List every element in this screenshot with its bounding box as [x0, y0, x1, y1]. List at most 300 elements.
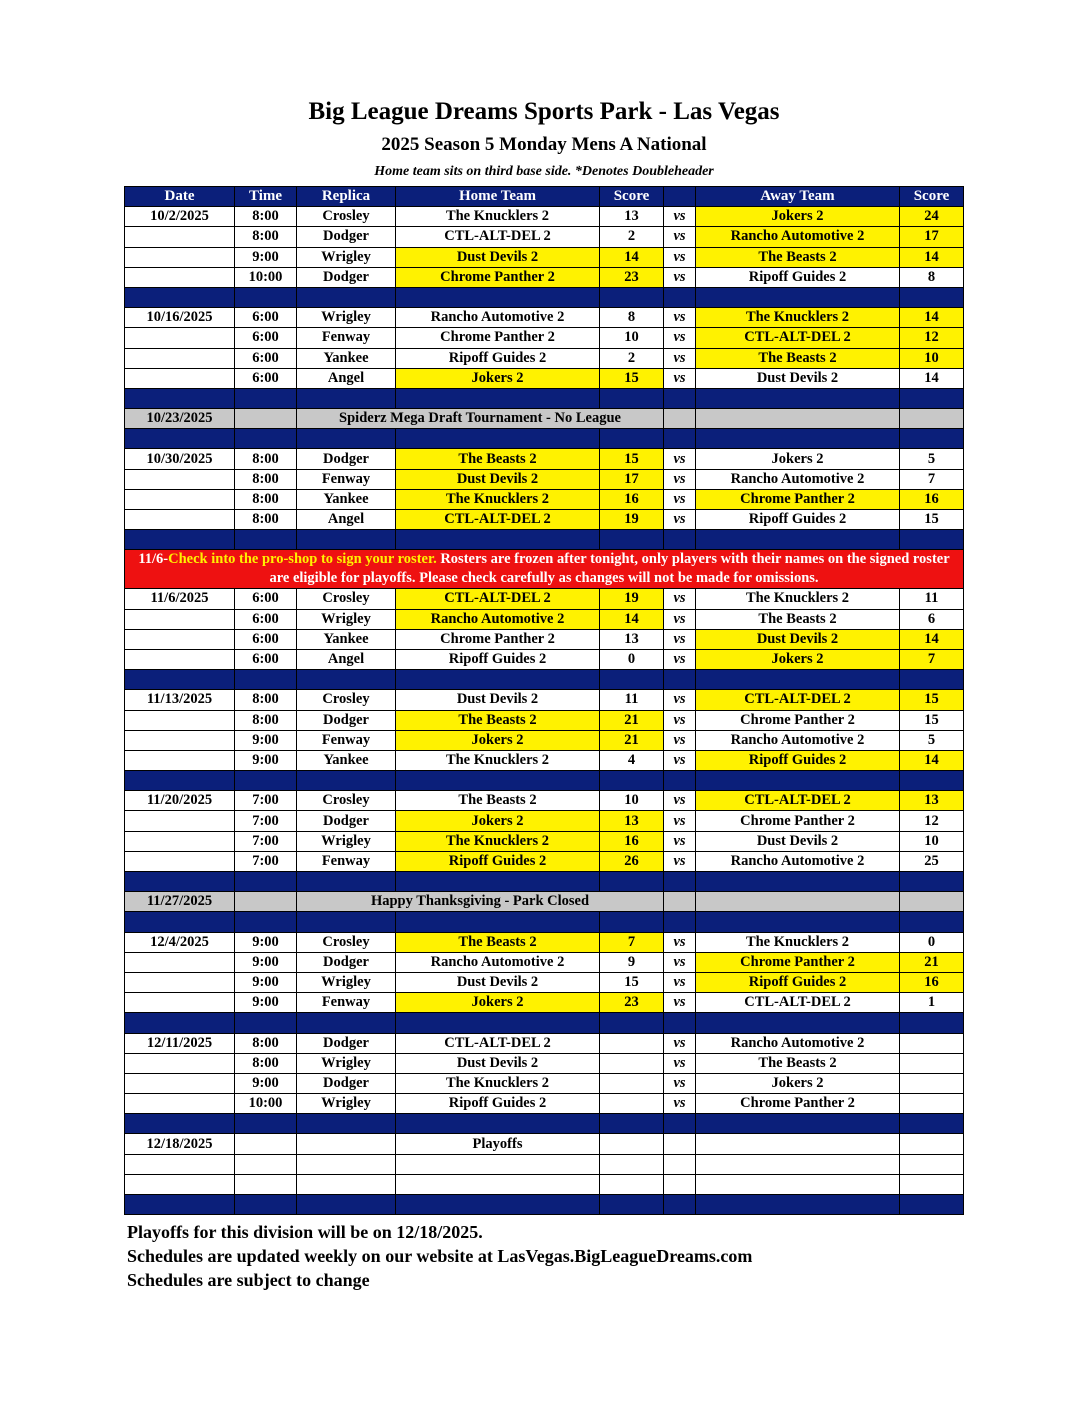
page-title: Big League Dreams Sports Park - Las Vegas	[308, 98, 780, 125]
separator-cell	[900, 388, 964, 408]
game-row	[125, 952, 964, 972]
home-score	[600, 1073, 664, 1093]
home-score: 23	[600, 993, 664, 1013]
event-date: 10/23/2025	[125, 409, 235, 429]
away-score: 8	[900, 267, 964, 287]
vs-label: vs	[664, 510, 696, 530]
schedule-body	[125, 207, 964, 1215]
vs-label: vs	[664, 831, 696, 851]
separator-cell	[125, 429, 235, 449]
away-score	[900, 1033, 964, 1053]
empty-cell	[664, 1154, 696, 1174]
away-score: 12	[900, 811, 964, 831]
game-time: 8:00	[235, 207, 297, 227]
away-team: The Beasts 2	[696, 1053, 900, 1073]
footer-website-note: Schedules are updated weekly on our website at LasVegas.BigLeagueDreams.com	[127, 1246, 753, 1266]
home-score: 14	[600, 609, 664, 629]
notice-text: Rosters are frozen after tonight, only players with their names on the signed roster are eligible for playoffs. Please check carefully as changes will not be made for omissions.	[269, 551, 950, 587]
away-team: Rancho Automotive 2	[696, 851, 900, 871]
away-score	[900, 1073, 964, 1093]
separator-cell	[696, 1114, 900, 1134]
away-score: 13	[900, 791, 964, 811]
game-date: 12/4/2025	[125, 932, 235, 952]
home-score	[600, 1053, 664, 1073]
game-row	[125, 328, 964, 348]
separator-cell	[696, 872, 900, 892]
game-field: Wrigley	[297, 1053, 396, 1073]
separator-cell	[664, 429, 696, 449]
event-row	[125, 409, 964, 429]
away-score	[900, 1094, 964, 1114]
home-team: Dust Devils 2	[396, 972, 600, 992]
separator-cell	[396, 771, 600, 791]
event-empty	[900, 892, 964, 912]
game-row	[125, 449, 964, 469]
notice-highlight: Check into the pro-shop to sign your roster.	[168, 551, 437, 568]
game-time: 9:00	[235, 993, 297, 1013]
separator-cell	[297, 388, 396, 408]
home-team: Jokers 2	[396, 730, 600, 750]
separator-cell	[664, 388, 696, 408]
home-team: Jokers 2	[396, 368, 600, 388]
separator-cell	[235, 912, 297, 932]
separator-cell	[125, 670, 235, 690]
playoff-row	[125, 1134, 964, 1154]
home-score: 2	[600, 227, 664, 247]
away-score: 25	[900, 851, 964, 871]
empty-cell	[297, 1134, 396, 1154]
away-team: Dust Devils 2	[696, 368, 900, 388]
separator-cell	[235, 530, 297, 550]
game-time: 9:00	[235, 730, 297, 750]
separator-cell	[900, 287, 964, 307]
game-row	[125, 308, 964, 328]
away-score: 16	[900, 489, 964, 509]
home-score: 10	[600, 791, 664, 811]
separator-cell	[297, 530, 396, 550]
game-field: Wrigley	[297, 247, 396, 267]
game-field: Angel	[297, 510, 396, 530]
game-date	[125, 952, 235, 972]
game-row	[125, 267, 964, 287]
away-score	[900, 1053, 964, 1073]
empty-cell	[664, 1134, 696, 1154]
game-field: Dodger	[297, 1073, 396, 1093]
event-row	[125, 892, 964, 912]
game-field: Crosley	[297, 791, 396, 811]
game-row	[125, 1094, 964, 1114]
game-field: Yankee	[297, 629, 396, 649]
home-score: 16	[600, 831, 664, 851]
game-field: Angel	[297, 368, 396, 388]
game-field: Fenway	[297, 730, 396, 750]
blank-row	[125, 1174, 964, 1194]
game-time: 10:00	[235, 1094, 297, 1114]
game-time: 8:00	[235, 489, 297, 509]
game-row	[125, 489, 964, 509]
home-score: 14	[600, 247, 664, 267]
game-date: 12/11/2025	[125, 1033, 235, 1053]
game-field: Dodger	[297, 710, 396, 730]
home-score: 21	[600, 710, 664, 730]
game-date: 11/20/2025	[125, 791, 235, 811]
game-row	[125, 510, 964, 530]
separator-cell	[600, 771, 664, 791]
empty-cell	[297, 1174, 396, 1194]
game-field: Yankee	[297, 489, 396, 509]
week-separator-row	[125, 1114, 964, 1134]
home-team: CTL-ALT-DEL 2	[396, 227, 600, 247]
page-subtitle: 2025 Season 5 Monday Mens A National	[381, 134, 707, 155]
separator-cell	[396, 388, 600, 408]
away-team: Jokers 2	[696, 449, 900, 469]
vs-label: vs	[664, 227, 696, 247]
separator-cell	[235, 1013, 297, 1033]
home-team: The Knucklers 2	[396, 489, 600, 509]
home-team: Rancho Automotive 2	[396, 609, 600, 629]
game-time: 10:00	[235, 267, 297, 287]
separator-cell	[900, 872, 964, 892]
separator-cell	[600, 530, 664, 550]
home-team: Ripoff Guides 2	[396, 1094, 600, 1114]
empty-cell	[396, 1174, 600, 1194]
week-separator-row	[125, 429, 964, 449]
separator-cell	[696, 1013, 900, 1033]
empty-cell	[900, 1134, 964, 1154]
game-row	[125, 690, 964, 710]
separator-cell	[125, 388, 235, 408]
week-separator-row	[125, 912, 964, 932]
game-field: Crosley	[297, 932, 396, 952]
week-separator-row	[125, 287, 964, 307]
home-team: Chrome Panther 2	[396, 328, 600, 348]
home-score: 13	[600, 207, 664, 227]
game-date	[125, 649, 235, 669]
game-date	[125, 972, 235, 992]
col-home-score: Score	[600, 187, 664, 207]
roster-notice	[125, 550, 964, 589]
separator-cell	[900, 1114, 964, 1134]
game-time: 8:00	[235, 690, 297, 710]
away-team: The Beasts 2	[696, 609, 900, 629]
home-team: The Knucklers 2	[396, 750, 600, 770]
separator-cell	[664, 771, 696, 791]
away-score: 7	[900, 649, 964, 669]
home-score: 19	[600, 589, 664, 609]
away-team: The Knucklers 2	[696, 589, 900, 609]
separator-cell	[900, 670, 964, 690]
game-date	[125, 730, 235, 750]
game-row	[125, 247, 964, 267]
separator-cell	[600, 388, 664, 408]
away-team: Chrome Panther 2	[696, 952, 900, 972]
game-field: Crosley	[297, 690, 396, 710]
empty-cell	[600, 1134, 664, 1154]
week-separator-row	[125, 670, 964, 690]
home-team: The Beasts 2	[396, 710, 600, 730]
empty-cell	[900, 1154, 964, 1174]
game-time: 6:00	[235, 328, 297, 348]
game-date	[125, 1073, 235, 1093]
event-empty	[900, 409, 964, 429]
away-team: Rancho Automotive 2	[696, 1033, 900, 1053]
home-score	[600, 1094, 664, 1114]
game-time: 8:00	[235, 1053, 297, 1073]
home-team: CTL-ALT-DEL 2	[396, 1033, 600, 1053]
col-date: Date	[125, 187, 235, 207]
game-time: 9:00	[235, 932, 297, 952]
separator-cell	[696, 670, 900, 690]
game-date: 11/13/2025	[125, 690, 235, 710]
home-score: 23	[600, 267, 664, 287]
separator-cell	[125, 530, 235, 550]
home-team: The Beasts 2	[396, 449, 600, 469]
event-empty	[696, 409, 900, 429]
schedule-note: Home team sits on third base side. *Denotes Doubleheader	[374, 164, 714, 179]
game-row	[125, 791, 964, 811]
home-team: Dust Devils 2	[396, 1053, 600, 1073]
separator-cell	[235, 388, 297, 408]
away-score: 15	[900, 710, 964, 730]
separator-cell	[396, 670, 600, 690]
away-score: 14	[900, 368, 964, 388]
separator-cell	[600, 1195, 664, 1215]
home-score: 4	[600, 750, 664, 770]
game-field: Yankee	[297, 348, 396, 368]
home-score	[600, 1033, 664, 1053]
game-field: Fenway	[297, 469, 396, 489]
game-field: Yankee	[297, 750, 396, 770]
game-field: Dodger	[297, 1033, 396, 1053]
game-date	[125, 750, 235, 770]
vs-label: vs	[664, 308, 696, 328]
home-score: 15	[600, 972, 664, 992]
separator-cell	[600, 912, 664, 932]
separator-cell	[297, 1114, 396, 1134]
separator-cell	[696, 912, 900, 932]
game-date	[125, 227, 235, 247]
empty-cell	[396, 1154, 600, 1174]
away-team: Chrome Panther 2	[696, 710, 900, 730]
game-time: 9:00	[235, 750, 297, 770]
separator-cell	[235, 771, 297, 791]
home-score: 7	[600, 932, 664, 952]
vs-label: vs	[664, 750, 696, 770]
vs-label: vs	[664, 247, 696, 267]
separator-cell	[125, 287, 235, 307]
vs-label: vs	[664, 589, 696, 609]
empty-cell	[600, 1154, 664, 1174]
game-row	[125, 609, 964, 629]
game-date	[125, 510, 235, 530]
away-score: 6	[900, 609, 964, 629]
event-empty	[235, 409, 297, 429]
home-team: Rancho Automotive 2	[396, 308, 600, 328]
away-score: 5	[900, 449, 964, 469]
home-team: Rancho Automotive 2	[396, 952, 600, 972]
separator-cell	[664, 287, 696, 307]
separator-cell	[696, 388, 900, 408]
game-row	[125, 227, 964, 247]
away-score: 17	[900, 227, 964, 247]
vs-label: vs	[664, 489, 696, 509]
separator-cell	[696, 530, 900, 550]
event-date: 11/27/2025	[125, 892, 235, 912]
blank-row	[125, 1154, 964, 1174]
away-team: Ripoff Guides 2	[696, 750, 900, 770]
home-team: CTL-ALT-DEL 2	[396, 589, 600, 609]
separator-cell	[696, 287, 900, 307]
game-time: 7:00	[235, 831, 297, 851]
vs-label: vs	[664, 952, 696, 972]
vs-label: vs	[664, 267, 696, 287]
game-date	[125, 1053, 235, 1073]
away-score: 5	[900, 730, 964, 750]
home-score: 21	[600, 730, 664, 750]
separator-cell	[235, 429, 297, 449]
home-team: The Beasts 2	[396, 932, 600, 952]
separator-cell	[664, 1013, 696, 1033]
home-team: Ripoff Guides 2	[396, 348, 600, 368]
col-away-team: Away Team	[696, 187, 900, 207]
home-team: CTL-ALT-DEL 2	[396, 510, 600, 530]
empty-cell	[696, 1154, 900, 1174]
empty-cell	[297, 1154, 396, 1174]
away-team: CTL-ALT-DEL 2	[696, 791, 900, 811]
game-field: Wrigley	[297, 609, 396, 629]
col-away-score: Score	[900, 187, 964, 207]
game-date	[125, 831, 235, 851]
vs-label: vs	[664, 1033, 696, 1053]
separator-cell	[664, 530, 696, 550]
separator-cell	[235, 287, 297, 307]
home-team: The Knucklers 2	[396, 1073, 600, 1093]
vs-label: vs	[664, 993, 696, 1013]
home-score: 19	[600, 510, 664, 530]
separator-cell	[297, 1013, 396, 1033]
game-time: 8:00	[235, 227, 297, 247]
separator-cell	[297, 872, 396, 892]
separator-cell	[125, 872, 235, 892]
empty-cell	[235, 1174, 297, 1194]
col-home-team: Home Team	[396, 187, 600, 207]
separator-cell	[696, 1195, 900, 1215]
game-field: Angel	[297, 649, 396, 669]
game-field: Crosley	[297, 589, 396, 609]
game-time: 6:00	[235, 348, 297, 368]
away-team: Dust Devils 2	[696, 629, 900, 649]
vs-label: vs	[664, 629, 696, 649]
week-separator-row	[125, 1013, 964, 1033]
separator-cell	[297, 670, 396, 690]
game-field: Dodger	[297, 267, 396, 287]
separator-cell	[396, 912, 600, 932]
separator-cell	[600, 287, 664, 307]
away-team: The Knucklers 2	[696, 308, 900, 328]
empty-cell	[125, 1154, 235, 1174]
separator-cell	[297, 429, 396, 449]
game-row	[125, 629, 964, 649]
away-team: Jokers 2	[696, 207, 900, 227]
vs-label: vs	[664, 449, 696, 469]
game-time: 8:00	[235, 1033, 297, 1053]
roster-notice-row	[125, 550, 964, 589]
separator-cell	[664, 670, 696, 690]
away-team: The Beasts 2	[696, 247, 900, 267]
away-score: 14	[900, 629, 964, 649]
game-time: 6:00	[235, 368, 297, 388]
game-date	[125, 348, 235, 368]
home-score: 17	[600, 469, 664, 489]
game-time: 6:00	[235, 308, 297, 328]
game-time: 9:00	[235, 952, 297, 972]
game-row	[125, 649, 964, 669]
separator-cell	[297, 771, 396, 791]
away-team: Ripoff Guides 2	[696, 972, 900, 992]
separator-cell	[297, 287, 396, 307]
separator-cell	[664, 1195, 696, 1215]
event-empty	[235, 892, 297, 912]
home-score: 2	[600, 348, 664, 368]
game-row	[125, 710, 964, 730]
game-date: 11/6/2025	[125, 589, 235, 609]
away-team: Jokers 2	[696, 1073, 900, 1093]
separator-cell	[664, 912, 696, 932]
vs-label: vs	[664, 811, 696, 831]
vs-label: vs	[664, 368, 696, 388]
vs-label: vs	[664, 207, 696, 227]
col-replica: Replica	[297, 187, 396, 207]
away-score: 10	[900, 348, 964, 368]
event-text: Happy Thanksgiving - Park Closed	[297, 892, 664, 912]
vs-label: vs	[664, 328, 696, 348]
game-time: 6:00	[235, 589, 297, 609]
vs-label: vs	[664, 972, 696, 992]
game-time: 7:00	[235, 851, 297, 871]
game-field: Dodger	[297, 952, 396, 972]
away-score: 15	[900, 510, 964, 530]
game-field: Fenway	[297, 328, 396, 348]
away-score: 15	[900, 690, 964, 710]
separator-cell	[297, 912, 396, 932]
game-date: 10/2/2025	[125, 207, 235, 227]
week-separator-row	[125, 1195, 964, 1215]
home-team: Jokers 2	[396, 811, 600, 831]
event-empty	[696, 892, 900, 912]
col-vs	[664, 187, 696, 207]
separator-cell	[696, 771, 900, 791]
away-score: 14	[900, 750, 964, 770]
home-team: Ripoff Guides 2	[396, 649, 600, 669]
separator-cell	[664, 872, 696, 892]
game-date	[125, 851, 235, 871]
playoff-date: 12/18/2025	[125, 1134, 235, 1154]
game-time: 8:00	[235, 710, 297, 730]
game-time: 6:00	[235, 609, 297, 629]
game-field: Wrigley	[297, 831, 396, 851]
empty-cell	[696, 1134, 900, 1154]
game-time: 8:00	[235, 510, 297, 530]
home-team: The Knucklers 2	[396, 207, 600, 227]
game-date: 10/16/2025	[125, 308, 235, 328]
game-row	[125, 1073, 964, 1093]
event-empty	[664, 409, 696, 429]
game-row	[125, 851, 964, 871]
col-time: Time	[235, 187, 297, 207]
away-score: 24	[900, 207, 964, 227]
game-time: 7:00	[235, 791, 297, 811]
away-team: Chrome Panther 2	[696, 1094, 900, 1114]
